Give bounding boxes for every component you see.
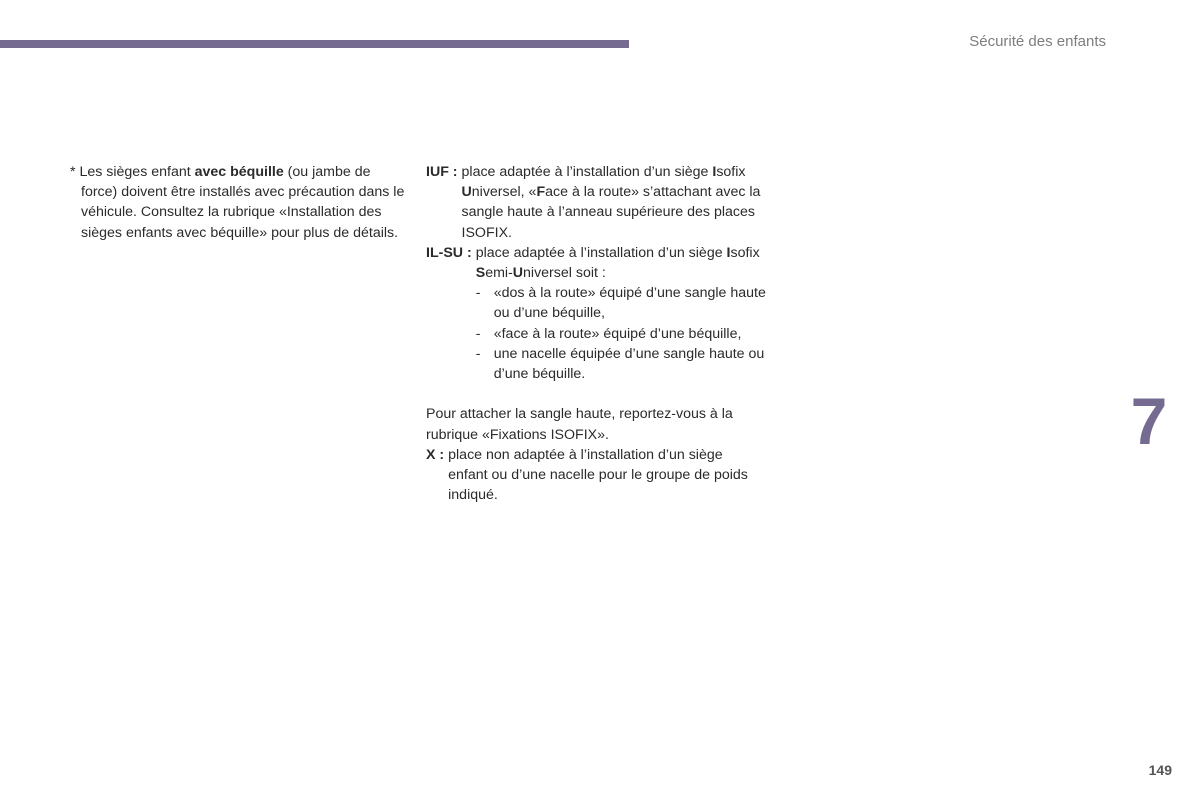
legend-term-ilsu: IL-SU : [426, 244, 472, 261]
dash-bullet: - [475, 345, 481, 362]
paragraph-gap [426, 384, 766, 404]
footnote-marker: * [70, 164, 80, 180]
list-item-text: «dos à la route» équipé d’une sangle haute ou d’une béquille, [493, 285, 766, 322]
list-item-text: «face à la route» équipé d’une béquille, [493, 325, 742, 342]
list-item [476, 344, 766, 384]
list-item-text: une nacelle équipée d’une sangle haute ou d’une béquille. [493, 345, 765, 383]
legend-desc-ilsu-bold-3: U [512, 265, 524, 282]
legend-entry-x [426, 445, 766, 506]
legend-term-iuf: IUF : [426, 164, 458, 180]
isofix-note: Pour attacher la sangle haute, reportez-vous à la rubrique «Fixations ISOFIX». [426, 406, 733, 443]
legend-term-x: X : [426, 446, 445, 463]
legend-desc-ilsu-bold-2: S [475, 265, 486, 282]
legend-desc-ilsu-intro [476, 243, 766, 283]
chapter-number: 7 [1130, 384, 1168, 458]
legend-desc-iuf [462, 162, 766, 243]
legend-desc-iuf-bold-3: F [536, 184, 546, 201]
dash-bullet: - [475, 285, 481, 302]
list-item [476, 283, 766, 323]
legend-desc-x: place non adaptée à l’installation d’un siège enfant ou d’une nacelle pour le groupe de poids indiqué. [448, 446, 748, 504]
page-number: 149 [1148, 762, 1172, 778]
footnote [70, 162, 410, 243]
legend-column [426, 162, 766, 505]
ilsu-options-list [476, 283, 766, 384]
list-item [476, 324, 766, 344]
footnote-column [70, 162, 410, 243]
header-accent-bar [0, 40, 629, 48]
dash-bullet: - [475, 325, 481, 342]
legend-desc-iuf-bold-2: U [461, 184, 472, 201]
legend-desc-iuf-text: place adaptée à l’installation d’un siège [461, 164, 713, 180]
legend-desc-ilsu-text: place adaptée à l’installation d’un siège [475, 244, 727, 261]
footnote-text-start: Les sièges enfant [79, 164, 195, 180]
legend-desc-iuf-text-3: ace à la route» s’attachant avec la sangle haute à l’anneau supérieure des places ISOFIX. [461, 184, 761, 241]
legend-desc-iuf-bold-1: I [712, 164, 717, 180]
footnote-bold: avec béquille [194, 164, 284, 180]
legend-entry-iuf [426, 162, 766, 243]
legend-desc-ilsu-text-3: niversel soit : [523, 265, 606, 282]
legend-entry-ilsu [426, 243, 766, 384]
footnote-text-end: (ou jambe de force) doivent être installés avec précaution dans le véhicule. Consultez la rubrique «Installation des sièges enfants avec béquille» pour plus de détails. [81, 164, 405, 241]
section-title: Sécurité des enfants [969, 33, 1106, 50]
legend-desc-ilsu-text-2: emi- [485, 265, 513, 282]
legend-desc-ilsu [476, 243, 766, 384]
legend-desc-iuf-text-1: sofix [716, 164, 746, 180]
legend-desc-ilsu-bold-1: I [726, 244, 731, 261]
legend-desc-ilsu-text-1: sofix [730, 244, 760, 261]
legend-desc-iuf-text-2: niversel, « [471, 184, 537, 201]
